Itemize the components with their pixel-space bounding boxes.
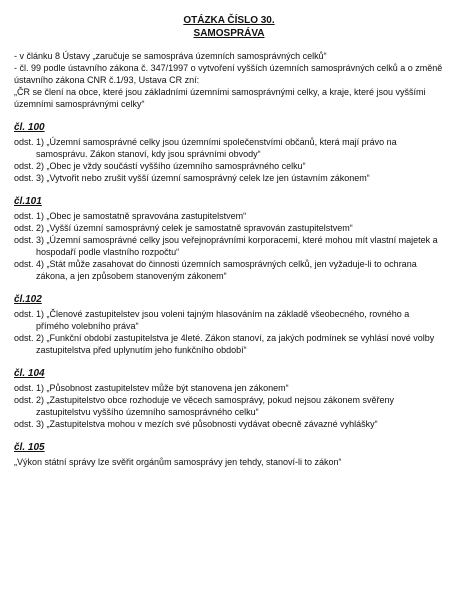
paragraph: odst. 1) „Členové zastupitelstev jsou voleni tajným hlasováním na základě všeobecného, rovného a přímého volebního práva“ (14, 309, 410, 331)
paragraph: odst. 2) „Funkční období zastupitelstva je 4leté. Zákon stanoví, za jakých podmínek se vyhlásí nové volby zastupitelstva před uplynutím jeho funkčního období“ (14, 333, 435, 355)
title-line-2: SAMOSPRÁVA (193, 28, 265, 39)
intro-line: - v článku 8 Ústavy „zaručuje se samospráva územních samosprávných celků“ (14, 51, 327, 61)
paragraph: odst. 1) „Územní samosprávné celky jsou územními společenstvími občanů, která mají právo na samosprávu. Zákon stanoví, kdy jsou správními obvody“ (14, 137, 397, 159)
section-cl-101 (14, 195, 444, 282)
paragraph: odst. 2) „Vyšší územní samosprávný celek je samostatně spravován zastupitelstvem“ (14, 223, 353, 233)
paragraph: „Výkon státní správy lze svěřit orgánům samosprávy jen tehdy, stanoví-li to zákon“ (14, 457, 342, 467)
section-heading: čl. 100 (14, 122, 45, 133)
paragraph: odst. 2) „Obec je vždy součástí vyššího územního samosprávného celku“ (14, 161, 306, 171)
section-heading: čl.102 (14, 294, 42, 305)
paragraph: odst. 3) „Vytvořit nebo zrušit vyšší územní samosprávný celek lze jen ústavním zákonem“ (14, 173, 370, 183)
intro-line: - čl. 99 podle ústavního zákona č. 347/1997 o vytvoření vyšších územních samosprávných celků a o změně ústavního zákona CNR č.1/93, Ustava CR zní: (14, 63, 443, 85)
intro-block (14, 50, 444, 110)
section-cl-100 (14, 121, 444, 184)
section-cl-105 (14, 441, 444, 468)
title-line-1: OTÁZKA ČÍSLO 30. (183, 15, 275, 26)
intro-quote: „ČR se člení na obce, které jsou základními územními samosprávnými celky, a kraje, které jsou vyššími územními samosprávnými celky“ (14, 87, 426, 109)
document-title (14, 14, 444, 40)
section-heading: čl.101 (14, 196, 42, 207)
paragraph: odst. 3) „Zastupitelstva mohou v mezích své působnosti vydávat obecně závazné vyhlášky“ (14, 419, 378, 429)
section-heading: čl. 105 (14, 442, 45, 453)
paragraph: odst. 1) „Obec je samostatně spravována zastupitelstvem“ (14, 211, 247, 221)
section-heading: čl. 104 (14, 368, 45, 379)
section-cl-104 (14, 367, 444, 430)
paragraph: odst. 4) „Stát může zasahovat do činnosti územních samosprávných celků, jen vyžaduje-li to ochrana zákona, a jen způsobem stanoveným zákonem“ (14, 259, 417, 281)
section-cl-102 (14, 293, 444, 356)
paragraph: odst. 3) „Územní samosprávné celky jsou veřejnoprávními korporacemi, které mohou mít vlastní majetek a hospodaří podle vlastního rozpočtu“ (14, 235, 438, 257)
paragraph: odst. 1) „Působnost zastupitelstev může být stanovena jen zákonem“ (14, 383, 289, 393)
paragraph: odst. 2) „Zastupitelstvo obce rozhoduje ve věcech samosprávy, pokud nejsou zákonem svěřeny zastupitelstvu vyššího územního samosprávného celku“ (14, 395, 395, 417)
